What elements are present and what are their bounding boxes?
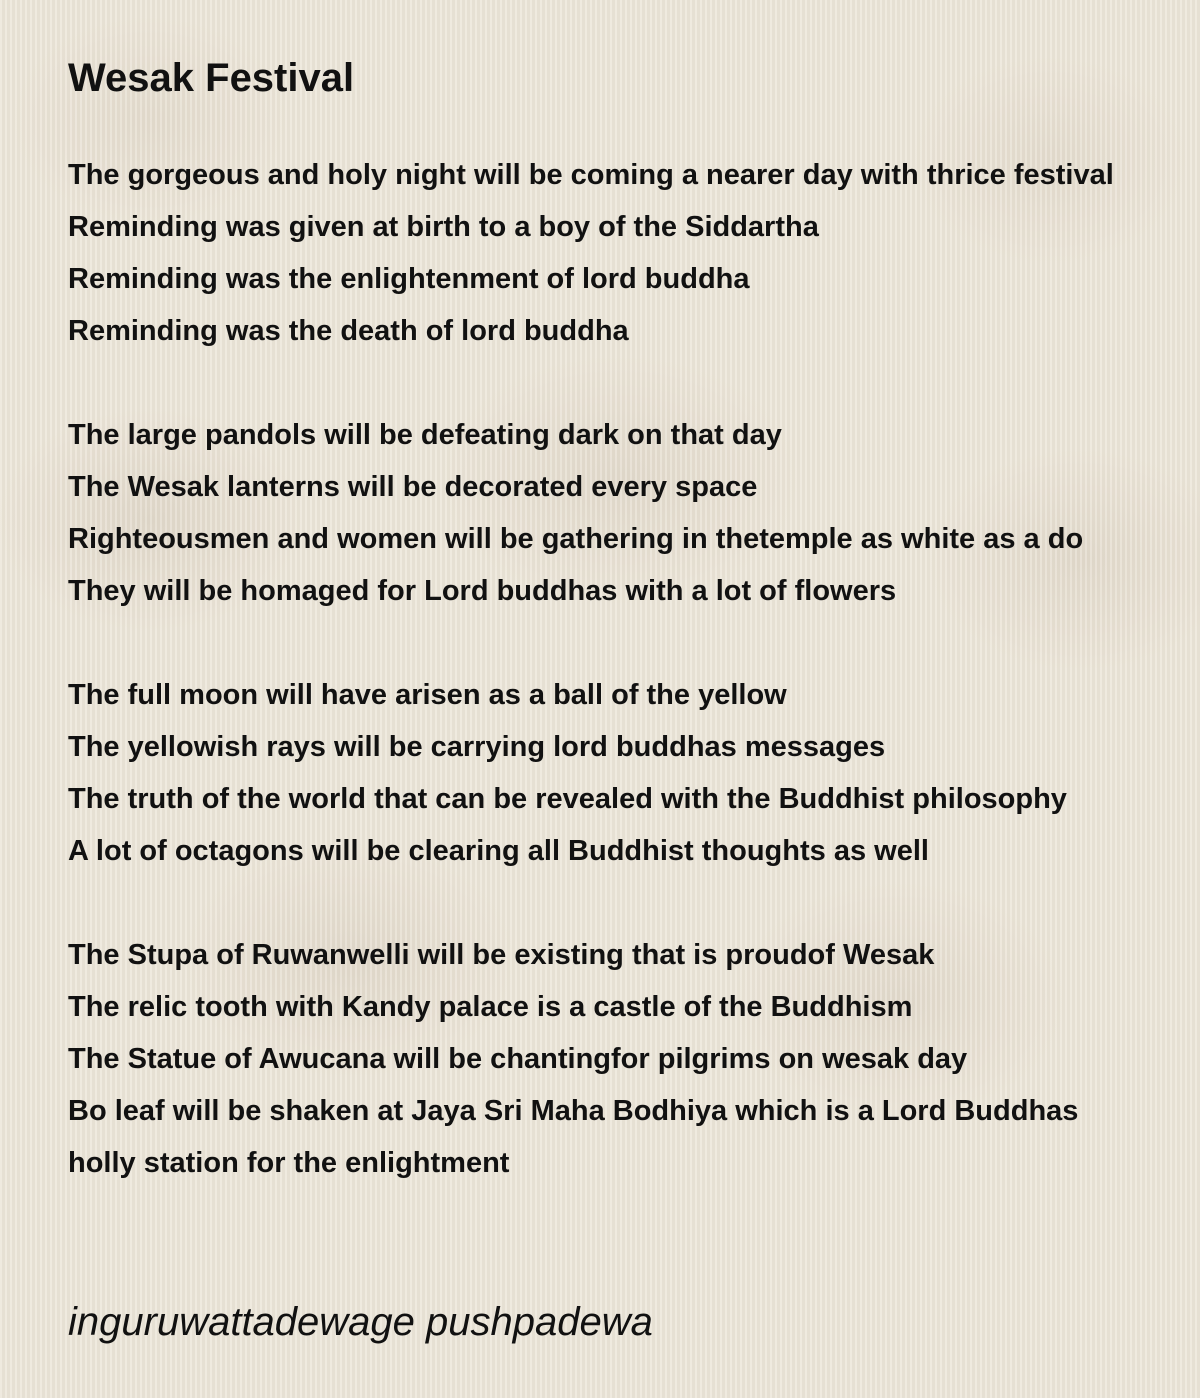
poem-line: The Statue of Awucana will be chantingfor pilgrims on wesak day — [68, 1043, 968, 1075]
poem-line: Bo leaf will be shaken at Jaya Sri Maha Bodhiya which is a Lord Buddhas holly station for the enlightment — [68, 1095, 1079, 1179]
stanza-2 — [68, 409, 1200, 617]
poem-line: The Stupa of Ruwanwelli will be existing that is proudof Wesak — [68, 939, 935, 971]
poem-title: Wesak Festival — [68, 56, 355, 100]
poem-line: The full moon will have arisen as a ball of the yellow — [68, 679, 787, 711]
poem-line: The relic tooth with Kandy palace is a castle of the Buddhism — [68, 991, 913, 1023]
poem-line: The truth of the world that can be revealed with the Buddhist philosophy — [68, 783, 1067, 815]
poem-line: Reminding was given at birth to a boy of the Siddartha — [68, 211, 819, 243]
poem-line: They will be homaged for Lord buddhas with a lot of flowers — [68, 575, 897, 607]
poem-line: The yellowish rays will be carrying lord buddhas messages — [68, 731, 886, 763]
stanza-1 — [68, 149, 1200, 357]
poem-line: Reminding was the enlightenment of lord buddha — [68, 263, 750, 295]
poem-line: The large pandols will be defeating dark on that day — [68, 419, 782, 451]
poem-line: A lot of octagons will be clearing all Buddhist thoughts as well — [68, 835, 929, 867]
stanza-3 — [68, 669, 1200, 877]
poem-line: The gorgeous and holy night will be coming a nearer day with thrice festival — [68, 159, 1114, 191]
poem-line: The Wesak lanterns will be decorated every space — [68, 471, 758, 503]
poem-body — [68, 149, 1200, 1241]
stanza-4 — [68, 929, 1200, 1189]
poem-line: Reminding was the death of lord buddha — [68, 315, 629, 347]
poem-author: inguruwattadewage pushpadewa — [68, 1300, 653, 1344]
poem-line: Righteousmen and women will be gathering in thetemple as white as a do — [68, 523, 1084, 555]
